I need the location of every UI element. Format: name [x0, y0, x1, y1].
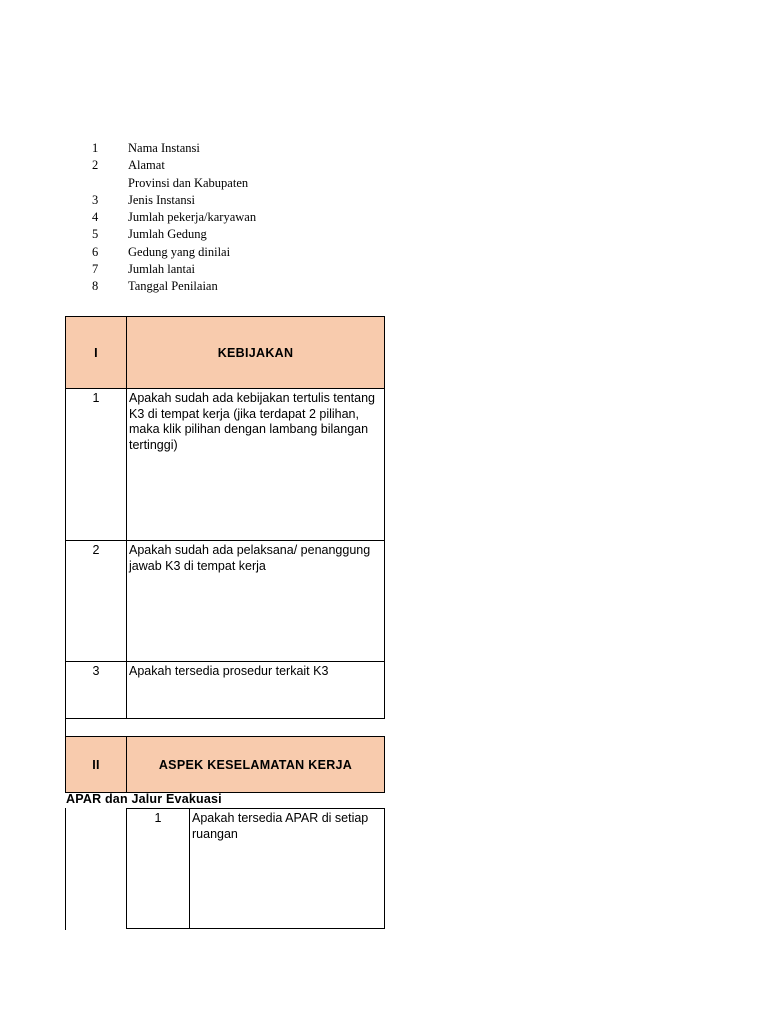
section-number: II [92, 757, 100, 772]
info-row-jenis-instansi [0, 193, 400, 210]
info-number: 7 [92, 261, 99, 276]
info-label: Provinsi dan Kabupaten [128, 175, 249, 190]
question-text: Apakah tersedia APAR di setiap ruangan [192, 811, 369, 841]
question-number: 2 [92, 543, 100, 557]
question-number-cell [65, 661, 127, 719]
info-label: Tanggal Penilaian [128, 279, 218, 293]
info-number: 3 [92, 192, 99, 207]
info-label: Jumlah Gedung [128, 227, 207, 242]
question-text-cell[interactable] [126, 661, 385, 719]
section-title-cell [126, 316, 385, 389]
info-row-nama-instansi [0, 141, 400, 158]
section-title: KEBIJAKAN [217, 345, 294, 360]
outer-right-border [384, 808, 385, 929]
info-number: 8 [92, 279, 99, 293]
question-text: Apakah sudah ada kebijakan tertulis tentang K3 di tempat kerja (jika terdapat 2 pilihan, maka klik pilihan dengan lambang bilangan tertinggi) [129, 391, 376, 452]
info-list [0, 141, 400, 296]
info-row-alamat [0, 158, 400, 175]
info-row-jumlah-lantai [0, 262, 400, 279]
question-text-cell[interactable] [190, 809, 384, 928]
subsection-title: APAR dan Jalur Evakuasi [66, 792, 222, 806]
info-row-tanggal-penilaian [0, 279, 400, 296]
info-row-jumlah-pekerja [0, 210, 400, 227]
info-label: Alamat [128, 158, 165, 173]
section-number-cell [65, 316, 127, 389]
section-title-cell [126, 736, 385, 793]
info-label: Gedung yang dinilai [128, 244, 231, 259]
info-label: Jumlah lantai [128, 261, 195, 276]
spacer-border [65, 718, 66, 737]
info-label: Jenis Instansi [128, 192, 196, 207]
info-number: 4 [92, 210, 99, 224]
question-text: Apakah sudah ada pelaksana/ penanggung jawab K3 di tempat kerja [129, 543, 371, 573]
section-title: ASPEK KESELAMATAN KERJA [158, 757, 353, 772]
question-number-cell [65, 388, 127, 541]
question-number: 3 [92, 664, 100, 678]
info-number: 1 [92, 141, 99, 155]
question-number: 1 [92, 391, 100, 405]
info-row-provinsi [0, 176, 400, 193]
question-number-cell [127, 809, 189, 928]
info-row-gedung-dinilai [0, 245, 400, 262]
info-label: Nama Instansi [128, 141, 200, 155]
section-number: I [94, 345, 98, 360]
info-label: Jumlah pekerja/karyawan [128, 210, 257, 224]
question-text: Apakah tersedia prosedur terkait K3 [129, 664, 329, 678]
info-row-jumlah-gedung [0, 227, 400, 244]
question-text-cell[interactable] [126, 540, 385, 662]
info-number: 5 [92, 227, 99, 242]
question-number: 1 [154, 811, 162, 825]
info-number: 6 [92, 244, 99, 259]
question-text-cell[interactable] [126, 388, 385, 541]
question-number-cell [65, 540, 127, 662]
row-bottom-border [126, 928, 385, 929]
outer-left-border [65, 808, 66, 930]
section-number-cell [65, 736, 127, 793]
info-number: 2 [92, 158, 99, 173]
